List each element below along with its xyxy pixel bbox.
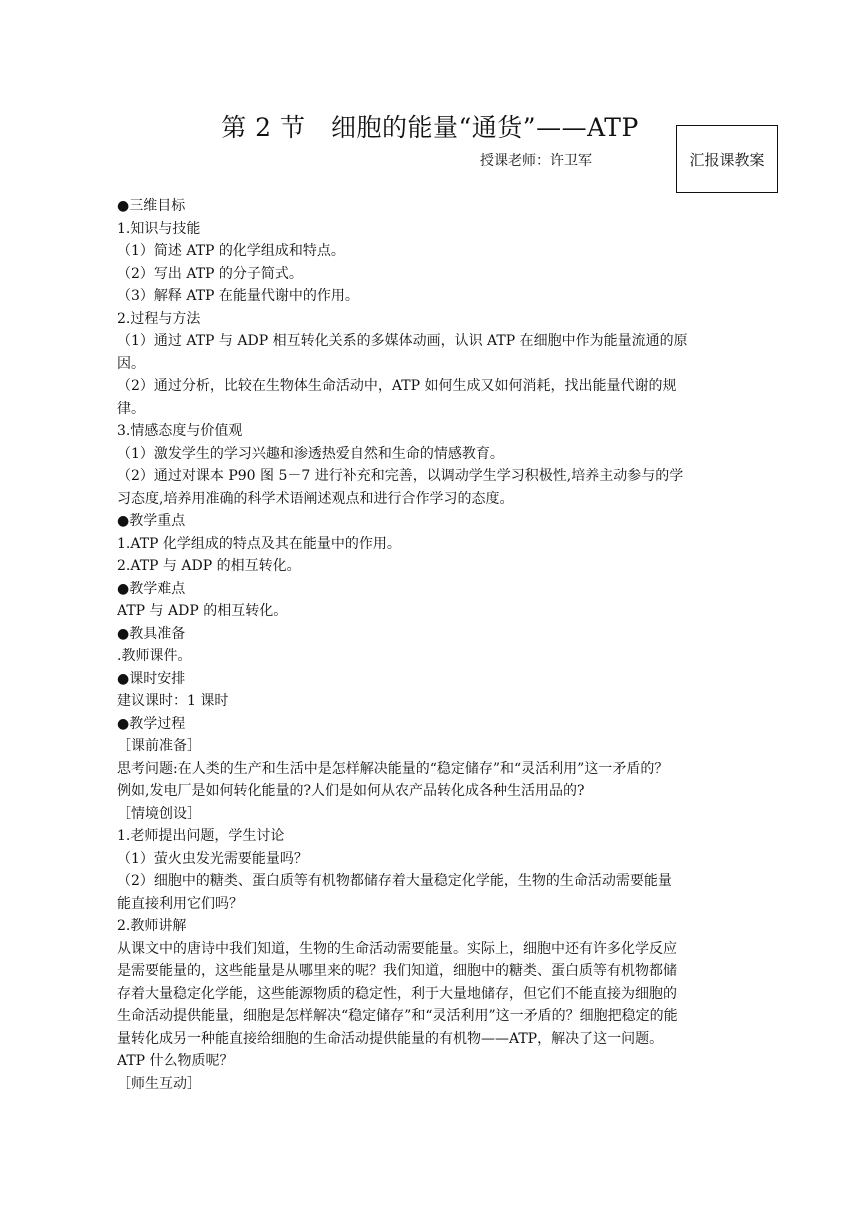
text-line: ●教具准备 [117,625,186,642]
text-line: 量转化成另一种能直接给细胞的生命活动提供能量的有机物——ATP，解决了这一问题。 [117,1030,664,1047]
text-line: ●课时安排 [117,670,186,687]
text-line: ［课前准备］ [117,738,201,754]
text-line: 2.ATP 与 ADP 的相互转化。 [117,558,301,574]
text-line: ［师生互动］ [117,1075,201,1092]
text-line: 是需要能量的，这些能量是从哪里来的呢？我们知道，细胞中的糖类、蛋白质等有机物都储 [117,963,677,979]
text-line: ATP 与 ADP 的相互转化。 [117,603,288,619]
page-title: 第 2 节 细胞的能量“通货”——ATP [221,113,639,142]
text-line: （2）通过对课本 P90 图 5－7 进行补充和完善，以调动学生学习积极性,培养主动参与的学 [117,468,684,484]
text-line: ●三维目标 [117,198,186,214]
lesson-type-box [676,125,778,193]
text-line: （3）解释 ATP 在能量代谢中的作用。 [117,288,359,304]
text-line: 建议课时：1 课时 [117,693,229,709]
text-line: 因。 [117,355,145,372]
text-line: ［情境创设］ [117,805,201,822]
text-line: ●教学过程 [117,715,186,732]
text-line: 3.情感态度与价值观 [117,423,243,439]
text-line: 例如,发电厂是如何转化能量的?人们是如何从农产品转化成各种生活用品的? [117,783,585,799]
text-line: 思考问题:在人类的生产和生活中是怎样解决能量的“稳定储存”和“灵活利用”这一矛盾的？ [117,760,669,777]
text-line: 律。 [117,400,145,417]
text-line: 习态度,培养用准确的科学术语阐述观点和进行合作学习的态度。 [117,490,514,507]
text-line: 1.ATP 化学组成的特点及其在能量中的作用。 [117,535,401,552]
text-line: （1）通过 ATP 与 ADP 相互转化关系的多媒体动画，认识 ATP 在细胞中作为能量流通的原 [117,333,688,349]
text-line: （2）细胞中的糖类、蛋白质等有机物都储存着大量稳定化学能，生物的生命活动需要能量 [117,873,672,889]
lesson-plan-body [117,195,742,1095]
text-line: 生命活动提供能量，细胞是怎样解决“稳定储存”和“灵活利用”这一矛盾的？细胞把稳定的能 [117,1008,678,1024]
text-line: 2.过程与方法 [117,310,201,327]
text-line: （1）激发学生的学习兴趣和渗透热爱自然和生命的情感教育。 [117,445,504,462]
text-line: 1.知识与技能 [117,220,201,237]
text-line: ●教学重点 [117,513,186,529]
text-line: 1.老师提出问题，学生讨论 [117,828,285,844]
text-line: 2.教师讲解 [117,918,187,934]
text-line: 存着大量稳定化学能，这些能源物质的稳定性，利于大量地储存，但它们不能直接为细胞的 [117,985,677,1002]
text-line: 从课文中的唐诗中我们知道，生物的生命活动需要能量。实际上，细胞中还有许多化学反应 [117,940,677,957]
text-line: （1）萤火虫发光需要能量吗？ [117,850,308,867]
text-line: ATP 什么物质呢？ [117,1053,234,1069]
text-line: 能直接利用它们吗？ [117,895,243,912]
text-line: （2）写出 ATP 的分子简式。 [117,265,303,282]
text-line: （1）简述 ATP 的化学组成和特点。 [117,243,345,259]
teacher-line: 授课老师：许卫军 [480,153,592,169]
text-line: .教师课件。 [117,648,192,664]
text-line: （2）通过分析，比较在生物体生命活动中，ATP 如何生成又如何消耗，找出能量代谢的规 [117,378,677,394]
text-line: ●教学难点 [117,580,186,597]
lesson-type-label: 汇报课教案 [689,150,765,169]
